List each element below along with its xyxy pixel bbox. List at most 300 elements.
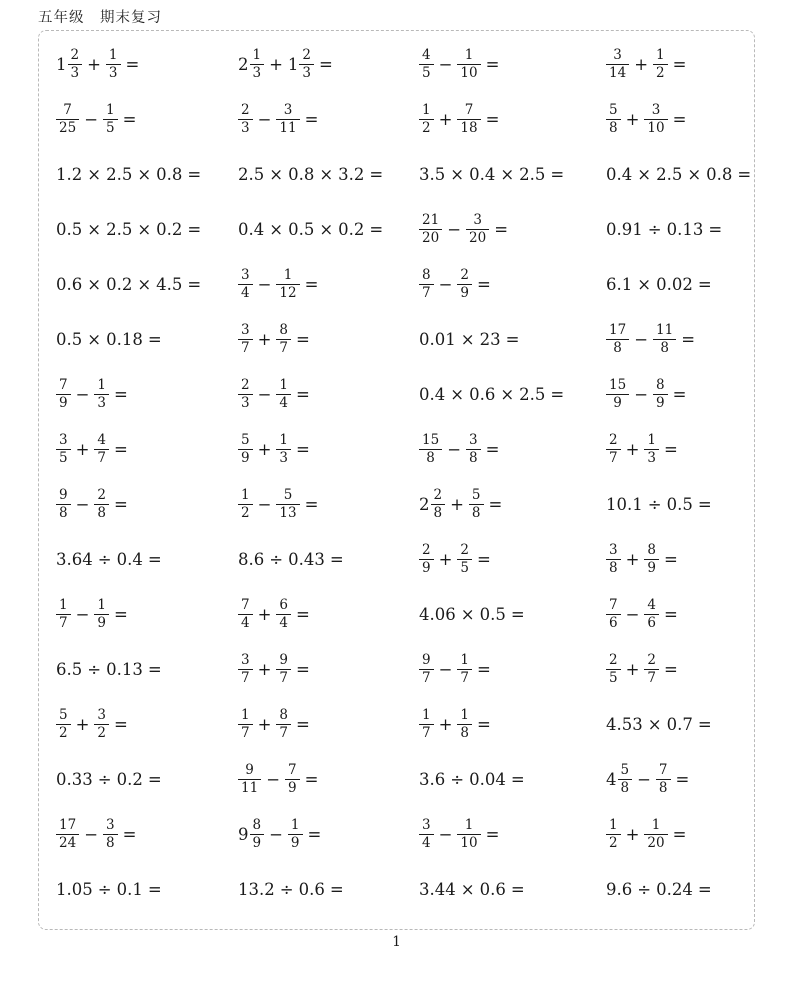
number: 0.1 — [116, 880, 143, 899]
operator: × — [450, 165, 465, 184]
denominator: 10 — [647, 120, 665, 136]
numerator: 2 — [419, 543, 434, 560]
number: 0.04 — [469, 770, 506, 789]
operator: = — [675, 770, 690, 789]
numerator: 7 — [457, 103, 480, 120]
fraction — [106, 48, 121, 81]
denominator: 2 — [422, 120, 431, 136]
fraction — [419, 433, 442, 466]
operator: − — [447, 440, 462, 459]
numerator: 4 — [419, 48, 434, 65]
operator: − — [84, 110, 99, 129]
operator: = — [122, 825, 137, 844]
math-problem — [238, 312, 419, 367]
fraction — [94, 488, 109, 521]
denominator: 6 — [609, 615, 618, 631]
fraction — [419, 708, 434, 741]
numerator: 1 — [419, 708, 434, 725]
numerator: 9 — [419, 653, 434, 670]
operator: + — [75, 715, 90, 734]
fraction — [238, 708, 253, 741]
denominator: 12 — [279, 285, 297, 301]
numerator: 11 — [653, 323, 676, 340]
math-problem — [419, 477, 606, 532]
denominator: 8 — [613, 340, 622, 356]
math-problem — [606, 642, 756, 697]
operator: = — [369, 220, 384, 239]
math-problem — [238, 642, 419, 697]
denominator: 5 — [460, 560, 470, 576]
number: 0.4 — [419, 385, 446, 404]
operator: = — [319, 55, 333, 74]
operator: = — [296, 715, 310, 734]
whole-number: 2 — [238, 55, 249, 74]
denominator: 8 — [59, 505, 68, 521]
numerator: 2 — [644, 653, 659, 670]
fraction — [276, 653, 291, 686]
number: 3.5 — [419, 165, 446, 184]
operator: × — [87, 330, 102, 349]
number: 0.8 — [288, 165, 315, 184]
math-problem — [606, 532, 756, 587]
denominator: 2 — [609, 835, 618, 851]
operator: = — [681, 330, 696, 349]
operator: − — [438, 825, 453, 844]
operator: = — [485, 825, 500, 844]
numerator: 2 — [606, 653, 621, 670]
denominator: 9 — [97, 615, 107, 631]
fraction — [94, 433, 109, 466]
operator: ÷ — [279, 880, 294, 899]
math-problem — [238, 807, 419, 862]
operator: ÷ — [97, 880, 112, 899]
number: 0.5 — [666, 495, 693, 514]
numerator: 21 — [419, 213, 442, 230]
number: 0.6 — [469, 385, 496, 404]
numerator: 1 — [106, 48, 121, 65]
denominator: 8 — [620, 780, 630, 796]
number: 0.6 — [479, 880, 506, 899]
operator: = — [477, 715, 491, 734]
numerator: 1 — [276, 378, 291, 395]
math-problem — [419, 422, 606, 477]
operator: × — [269, 220, 284, 239]
denominator: 7 — [241, 670, 250, 686]
numerator: 3 — [103, 818, 118, 835]
operator: = — [329, 880, 344, 899]
numerator: 3 — [606, 48, 629, 65]
denominator: 9 — [59, 395, 68, 411]
math-problem — [606, 587, 756, 642]
fraction — [457, 653, 472, 686]
numerator: 7 — [656, 763, 671, 780]
fraction — [276, 323, 291, 356]
denominator: 2 — [656, 65, 665, 81]
number: 0.18 — [106, 330, 143, 349]
operator: = — [510, 770, 525, 789]
operator: = — [304, 110, 319, 129]
denominator: 3 — [241, 120, 250, 136]
number: 3.44 — [419, 880, 456, 899]
operator: × — [87, 275, 102, 294]
denominator: 3 — [241, 395, 250, 411]
math-problem — [606, 752, 756, 807]
operator: = — [485, 440, 500, 459]
math-problem — [606, 862, 756, 917]
numerator: 7 — [238, 598, 253, 615]
operator: = — [510, 880, 525, 899]
math-problem — [238, 752, 419, 807]
fraction — [466, 433, 481, 466]
fraction — [56, 488, 71, 521]
numerator: 1 — [238, 488, 253, 505]
operator: − — [438, 275, 453, 294]
denominator: 3 — [279, 450, 289, 466]
operator: × — [450, 385, 465, 404]
fraction — [94, 378, 109, 411]
denominator: 8 — [660, 340, 669, 356]
fraction — [606, 543, 621, 576]
number: 0.8 — [156, 165, 183, 184]
whole-number: 4 — [606, 770, 617, 789]
operator: − — [266, 770, 281, 789]
denominator: 4 — [279, 395, 289, 411]
operator: ÷ — [647, 220, 662, 239]
operator: + — [87, 55, 101, 74]
math-problem — [606, 92, 756, 147]
operator: = — [296, 660, 310, 679]
numerator: 15 — [419, 433, 442, 450]
fraction — [419, 103, 434, 136]
math-problem — [56, 642, 238, 697]
math-problem — [238, 862, 419, 917]
number: 0.01 — [419, 330, 456, 349]
math-problem — [606, 312, 756, 367]
numerator: 8 — [653, 378, 668, 395]
numerator: 1 — [653, 48, 668, 65]
operator: = — [296, 330, 310, 349]
fraction — [276, 378, 291, 411]
fraction — [653, 48, 668, 81]
numerator: 5 — [606, 103, 621, 120]
math-problem — [56, 697, 238, 752]
operator: − — [634, 385, 649, 404]
number: 0.33 — [56, 770, 93, 789]
math-problem — [238, 532, 419, 587]
math-problem — [238, 477, 419, 532]
denominator: 7 — [279, 670, 289, 686]
operator: + — [625, 110, 640, 129]
operator: × — [647, 715, 662, 734]
fraction — [276, 433, 291, 466]
fraction — [644, 543, 659, 576]
number: 2.5 — [519, 385, 546, 404]
math-problem — [56, 532, 238, 587]
numerator: 8 — [644, 543, 659, 560]
fraction — [419, 543, 434, 576]
number: 4.5 — [156, 275, 183, 294]
math-problem — [419, 642, 606, 697]
denominator: 8 — [469, 450, 478, 466]
numerator: 1 — [419, 103, 434, 120]
numerator: 2 — [68, 48, 83, 65]
math-problem — [238, 92, 419, 147]
numerator: 8 — [250, 818, 265, 835]
operator: = — [697, 880, 712, 899]
operator: × — [137, 165, 152, 184]
number: 9.6 — [606, 880, 633, 899]
fraction — [56, 378, 71, 411]
fraction — [285, 763, 300, 796]
fraction — [606, 433, 621, 466]
operator: − — [84, 825, 99, 844]
denominator: 6 — [647, 615, 657, 631]
denominator: 3 — [647, 450, 657, 466]
operator: = — [477, 275, 491, 294]
operator: = — [664, 605, 678, 624]
number: 2.5 — [519, 165, 546, 184]
denominator: 9 — [288, 780, 297, 796]
numerator: 1 — [288, 818, 303, 835]
math-problem — [419, 37, 606, 92]
math-problem — [56, 422, 238, 477]
page-number: 1 — [392, 934, 401, 950]
number: 0.6 — [56, 275, 83, 294]
denominator: 8 — [460, 725, 470, 741]
numerator: 1 — [644, 818, 667, 835]
operator: = — [296, 385, 310, 404]
number: 3.64 — [56, 550, 93, 569]
math-problem — [419, 862, 606, 917]
fraction — [606, 653, 621, 686]
operator: = — [147, 660, 162, 679]
math-problem — [238, 587, 419, 642]
numerator: 1 — [457, 708, 472, 725]
math-problem — [606, 147, 756, 202]
operator: × — [137, 275, 152, 294]
math-problem — [606, 807, 756, 862]
fraction — [103, 818, 118, 851]
denominator: 20 — [422, 230, 440, 246]
denominator: 10 — [460, 65, 478, 81]
operator: = — [307, 825, 322, 844]
operator: − — [637, 770, 651, 789]
denominator: 18 — [460, 120, 478, 136]
denominator: 4 — [422, 835, 431, 851]
operator: + — [625, 440, 640, 459]
numerator: 1 — [276, 268, 299, 285]
number: 0.2 — [116, 770, 143, 789]
operator: + — [634, 55, 649, 74]
numerator: 8 — [419, 268, 434, 285]
operator: ÷ — [269, 550, 284, 569]
math-problem — [56, 862, 238, 917]
numerator: 1 — [250, 48, 265, 65]
numerator: 5 — [276, 488, 299, 505]
operator: × — [137, 220, 152, 239]
denominator: 25 — [59, 120, 77, 136]
math-problem — [419, 697, 606, 752]
denominator: 9 — [252, 835, 262, 851]
fraction — [299, 48, 314, 81]
fraction — [419, 213, 442, 246]
operator: ÷ — [97, 770, 112, 789]
numerator: 7 — [285, 763, 300, 780]
operator: − — [447, 220, 462, 239]
numerator: 2 — [299, 48, 314, 65]
numerator: 9 — [56, 488, 71, 505]
operator: × — [637, 275, 652, 294]
number: 0.4 — [469, 165, 496, 184]
denominator: 8 — [609, 120, 618, 136]
number: 0.91 — [606, 220, 643, 239]
operator: = — [672, 110, 687, 129]
number: 2.5 — [656, 165, 683, 184]
numerator: 2 — [431, 488, 446, 505]
denominator: 9 — [422, 560, 431, 576]
numerator: 8 — [276, 323, 291, 340]
operator: = — [304, 495, 319, 514]
fraction — [276, 708, 291, 741]
operator: = — [304, 770, 319, 789]
operator: = — [510, 605, 525, 624]
numerator: 3 — [238, 323, 253, 340]
denominator: 3 — [302, 65, 312, 81]
math-problem — [56, 37, 238, 92]
fraction — [457, 543, 472, 576]
fraction — [94, 708, 109, 741]
operator: = — [664, 660, 678, 679]
denominator: 7 — [422, 285, 431, 301]
operator: = — [147, 330, 162, 349]
numerator: 7 — [56, 378, 71, 395]
operator: × — [500, 385, 515, 404]
denominator: 8 — [426, 450, 435, 466]
number: 4.06 — [419, 605, 456, 624]
fraction — [276, 598, 291, 631]
math-problem — [606, 37, 756, 92]
fraction — [644, 433, 659, 466]
denominator: 7 — [609, 450, 618, 466]
fraction — [644, 818, 667, 851]
numerator: 3 — [94, 708, 109, 725]
numerator: 5 — [469, 488, 484, 505]
number: 0.02 — [656, 275, 693, 294]
math-problem — [419, 587, 606, 642]
operator: + — [257, 660, 272, 679]
numerator: 5 — [56, 708, 71, 725]
operator: + — [257, 440, 272, 459]
math-problem — [238, 697, 419, 752]
numerator: 1 — [457, 48, 480, 65]
operator: + — [625, 825, 640, 844]
operator: + — [438, 110, 453, 129]
math-problem — [419, 92, 606, 147]
operator: + — [438, 715, 453, 734]
numerator: 1 — [56, 598, 71, 615]
fraction — [457, 818, 480, 851]
operator: × — [87, 165, 102, 184]
fraction — [457, 103, 480, 136]
fraction — [653, 378, 668, 411]
fraction — [56, 103, 79, 136]
number: 0.4 — [606, 165, 633, 184]
math-problem — [56, 367, 238, 422]
math-problem — [606, 477, 756, 532]
number: 0.5 — [288, 220, 315, 239]
number: 0.13 — [106, 660, 143, 679]
denominator: 20 — [647, 835, 665, 851]
operator: = — [664, 550, 678, 569]
operator: − — [75, 495, 90, 514]
operator: ÷ — [637, 880, 652, 899]
numerator: 1 — [457, 818, 480, 835]
denominator: 5 — [609, 670, 618, 686]
math-problem — [56, 312, 238, 367]
worksheet-title: 五年级 期末复习 — [38, 10, 162, 26]
fraction — [606, 48, 629, 81]
numerator: 2 — [238, 378, 253, 395]
numerator: 3 — [466, 213, 489, 230]
operator: × — [460, 605, 475, 624]
numerator: 1 — [238, 708, 253, 725]
fraction — [431, 488, 446, 521]
numerator: 2 — [606, 433, 621, 450]
number: 0.6 — [298, 880, 325, 899]
math-problem — [419, 532, 606, 587]
denominator: 2 — [241, 505, 250, 521]
operator: = — [672, 825, 687, 844]
operator: + — [269, 55, 283, 74]
operator: = — [697, 275, 712, 294]
operator: = — [329, 550, 344, 569]
math-problem — [238, 37, 419, 92]
number: 0.4 — [238, 220, 265, 239]
number: 4.53 — [606, 715, 643, 734]
denominator: 14 — [609, 65, 627, 81]
operator: = — [147, 880, 162, 899]
math-problem — [238, 257, 419, 312]
number: 3.6 — [419, 770, 446, 789]
fraction — [276, 488, 299, 521]
whole-number: 1 — [56, 55, 67, 74]
fraction — [469, 488, 484, 521]
fraction — [56, 708, 71, 741]
math-problem — [238, 147, 419, 202]
fraction — [238, 268, 253, 301]
fraction — [56, 598, 71, 631]
numerator: 5 — [618, 763, 633, 780]
numerator: 2 — [457, 268, 472, 285]
numerator: 2 — [94, 488, 109, 505]
operator: = — [114, 440, 128, 459]
numerator: 15 — [606, 378, 629, 395]
denominator: 4 — [241, 285, 250, 301]
denominator: 9 — [241, 450, 250, 466]
operator: = — [485, 55, 500, 74]
operator: = — [125, 55, 140, 74]
operator: − — [257, 275, 272, 294]
number: 0.2 — [338, 220, 365, 239]
numerator: 1 — [606, 818, 621, 835]
numerator: 2 — [457, 543, 472, 560]
math-problem — [606, 697, 756, 752]
operator: = — [369, 165, 384, 184]
math-problem — [419, 202, 606, 257]
fraction — [250, 48, 265, 81]
whole-number: 9 — [238, 825, 249, 844]
denominator: 5 — [59, 450, 68, 466]
